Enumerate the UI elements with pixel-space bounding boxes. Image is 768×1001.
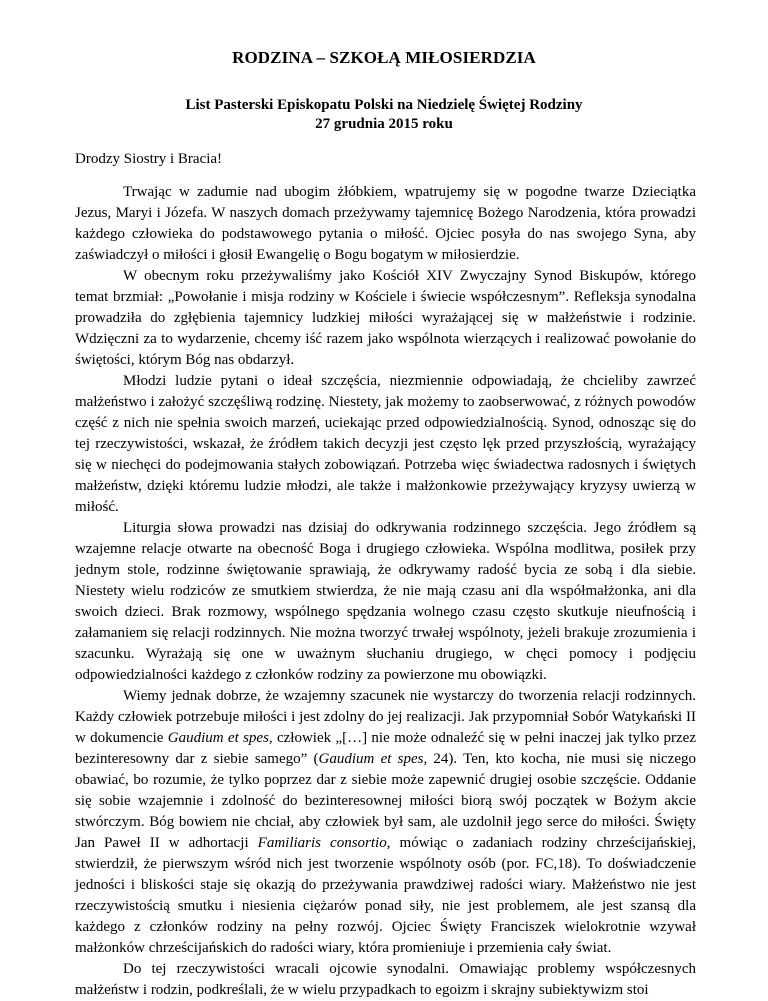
italic-title-text: Gaudium et spes,	[167, 730, 273, 746]
paragraph-text: człowiek „[…] nie może odnaleźć się w pełni inaczej jak tylko przez bezinteresowny dar z siebie samego” (	[75, 730, 696, 767]
paragraph-text: , 24). Ten, kto kocha, nie musi się niczego obawiać, bo rozumie, że tylko poprzez dar z siebie może zapewnić drugiej osobie szczęście. Oddanie się sobie wzajemnie i zdolność do bezinteresownej miłości biorą swój początek w Bożym akcie stwórczym. Bóg bowiem nie chciał, aby człowiek był sam, ale uzdolnił jego serce do miłości. Święty Jan Paweł II w adhortacji	[75, 751, 697, 851]
paragraph-text: , mówiąc o zadaniach rodziny chrześcijańskiej, stwierdził, że pierwszym wśród nich jest tworzenie wspólnoty osób (por. FC,18). To doświadczenie jedności i bliskości staje się okazją do przeżywania prawdziwej radości wiary. Małżeństwo nie jest rzeczywistością smutku i niesienia ciężarów ponad siły, nie jest problemem, ale jest szansą dla każdego z członków rodziny na pełny rozwój. Ojciec Święty Franciszek wielokrotnie wzywał małżonków chrześcijańskich do radości wiary, która promieniuje i przemienia cały świat.	[75, 835, 697, 956]
body-paragraph	[75, 686, 696, 959]
paragraph-text: Do tej rzeczywistości wracali ojcowie synodalni. Omawiając problemy współczesnych małżeństw i rodzin, podkreślali, że w wielu przypadkach to egoizm i skrajny subiektywizm stoi	[75, 961, 696, 998]
paragraph-text: Liturgia słowa prowadzi nas dzisiaj do odkrywania rodzinnego szczęścia. Jego źródłem są wzajemne relacje otwarte na obecność Boga i drugiego człowieka. Wspólna modlitwa, posiłek przy jednym stole, rodzinne świętowanie sprawiają, że odkrywamy radość bycia ze sobą i dla siebie. Niestety wielu rodziców ze smutkiem stwierdza, że nie mają czasu ani dla współmałżonka, ani dla swoich dzieci. Brak rozmowy, wspólnego spędzania wolnego czasu często skutkuje nieufnością i załamaniem się relacji rodzinnych. Nie można tworzyć trwałej wspólnoty, jeżeli brakuje zrozumienia i szacunku. Wyrażają się one w uważnym słuchaniu drugiego, w chęci pomocy i podjęciu odpowiedzialności każdego z członków rodziny za powierzone mu obowiązki.	[75, 520, 696, 683]
subtitle-line-1: List Pasterski Episkopatu Polski na Niedzielę Świętej Rodziny	[185, 97, 583, 113]
paragraph-text: Młodzi ludzie pytani o ideał szczęścia, niezmiennie odpowiadają, że chcieliby zawrzeć małżeństwo i założyć szczęśliwą rodzinę. Niestety, jak możemy to zaobserwować, z różnych powodów część z nich nie spełnia swoich marzeń, uciekając przed odpowiedzialnością. Synod, odnosząc się do tej rzeczywistości, wskazał, że źródłem takich decyzji jest często lęk przed przyszłością, wyrażający się w niechęci do podejmowania stałych zobowiązań. Potrzeba więc świadectwa radosnych i świętych małżeństw, dzięki któremu ludzie młodzi, ale także i małżonkowie przeżywający kryzysy uwierzą w miłość.	[75, 373, 696, 515]
document-subtitle	[0, 96, 768, 134]
greeting: Drodzy Siostry i Bracia!	[75, 151, 223, 167]
letter-body	[75, 182, 696, 1001]
italic-title-text: Gaudium et spes	[318, 751, 424, 767]
paragraph-text: Wiemy jednak dobrze, że wzajemny szacunek nie wystarczy do tworzenia relacji rodzinnych. Każdy człowiek potrzebuje miłości i jest zdolny do jej realizacji. Jak przypomniał Sobór Watykański II w dokumencie	[75, 688, 696, 746]
italic-title-text: Familiaris consortio	[257, 835, 387, 851]
document-title: RODZINA – SZKOŁĄ MIŁOSIERDZIA	[232, 48, 536, 67]
subtitle-date: 27 grudnia 2015 roku	[315, 116, 453, 132]
body-paragraph	[75, 266, 696, 371]
body-paragraph	[75, 371, 696, 518]
body-paragraph	[75, 518, 696, 686]
paragraph-text: Trwając w zadumie nad ubogim żłóbkiem, wpatrujemy się w pogodne twarze Dzieciątka Jezus, Maryi i Józefa. W naszych domach przeżywamy tajemnicę Bożego Narodzenia, która prowadzi każdego człowieka do podstawowego pytania o miłość. Ojciec posyła do nas swojego Syna, aby zaświadczył o miłości i głosił Ewangelię o Bogu bogatym w miłosierdzie.	[75, 184, 696, 263]
paragraph-text: W obecnym roku przeżywaliśmy jako Kościół XIV Zwyczajny Synod Biskupów, którego temat brzmiał: „Powołanie i misja rodziny w Kościele i świecie współczesnym”. Refleksja synodalna prowadziła do zgłębienia tajemnicy ludzkiej miłości wyrażającej się w małżeństwie i rodzinie. Wdzięczni za to wydarzenie, chcemy iść razem jako wspólnota wierzących i realizować powołanie do świętości, którym Bóg nas obdarzył.	[75, 268, 696, 368]
body-paragraph	[75, 959, 696, 1001]
body-paragraph	[75, 182, 696, 266]
